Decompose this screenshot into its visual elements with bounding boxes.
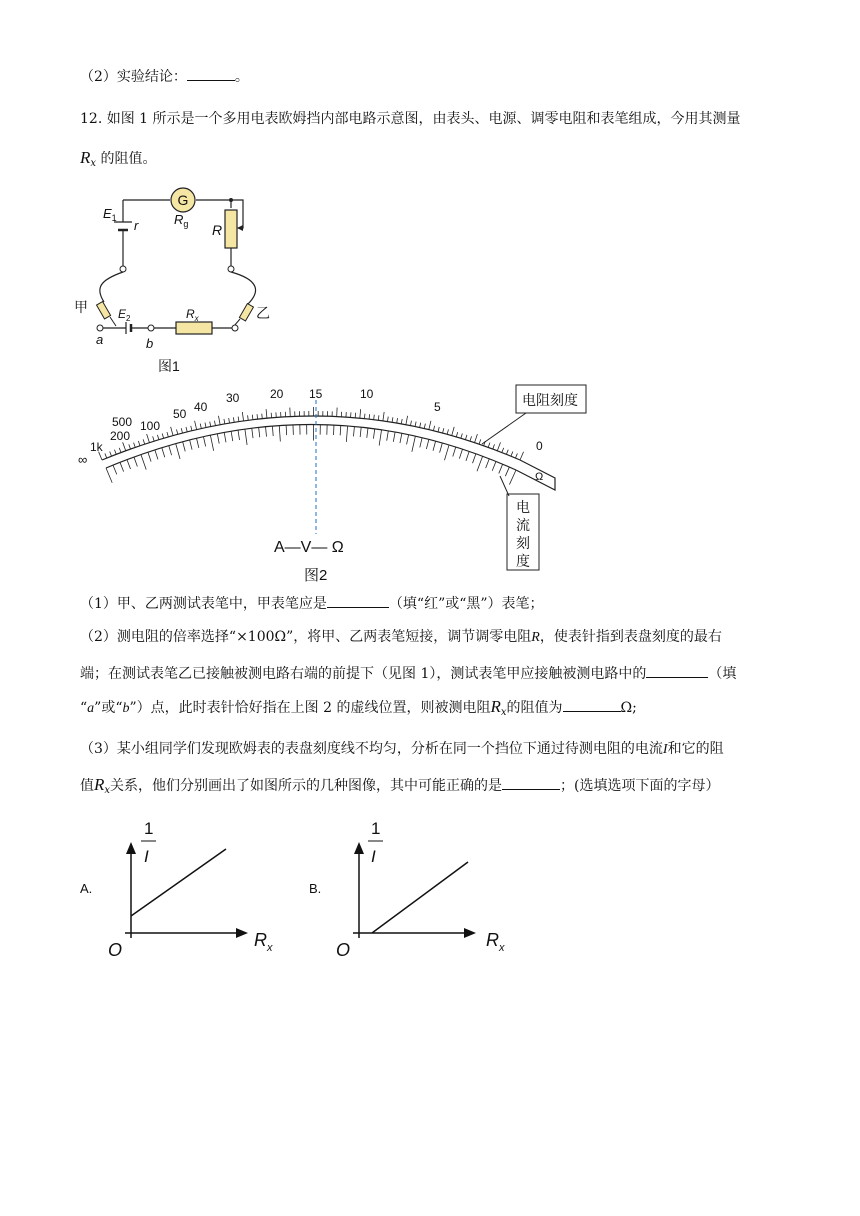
svg-text:I: I xyxy=(371,847,376,866)
rx-symbol-3: R xyxy=(94,775,105,794)
svg-text:15: 15 xyxy=(309,387,323,401)
resistance-tick xyxy=(502,448,504,453)
current-tick xyxy=(106,468,112,483)
current-tick xyxy=(477,456,483,471)
current-tick xyxy=(346,426,347,442)
resistance-tick xyxy=(110,452,112,457)
current-tick xyxy=(466,451,469,460)
resistance-tick xyxy=(438,427,439,432)
option-b-label: B. xyxy=(309,881,322,896)
current-symbol: I xyxy=(662,742,668,757)
resistance-tick xyxy=(200,424,201,429)
resistance-tick xyxy=(167,432,168,437)
current-tick xyxy=(148,452,151,461)
current-tick xyxy=(492,461,496,470)
svg-text:1: 1 xyxy=(144,819,154,838)
current-tick xyxy=(134,457,137,466)
current-tick xyxy=(373,429,374,439)
figure-1-caption: 图1 xyxy=(158,358,180,374)
graph-option-b[interactable] xyxy=(300,812,520,962)
svg-text:Rx: $R_x$ xyxy=(486,930,505,954)
resistance-tick xyxy=(383,412,384,421)
current-tick xyxy=(245,429,247,445)
label-yi: 乙 xyxy=(256,305,270,321)
probe-yi xyxy=(234,304,253,326)
answer-blank-q2a[interactable] xyxy=(646,663,708,678)
resistance-tick xyxy=(266,409,267,418)
q2-text-d: （填 xyxy=(708,666,737,682)
stem-tail: 的阻值。 xyxy=(96,151,157,167)
figure-2-caption: 图2 xyxy=(304,567,328,584)
current-tick xyxy=(426,439,428,449)
svg-text:1k: 1k xyxy=(90,440,103,454)
current-tick xyxy=(486,459,490,468)
current-tick xyxy=(203,437,205,447)
resistance-tick xyxy=(506,450,508,455)
resistance-ticks xyxy=(99,407,524,460)
resistance-tick xyxy=(205,423,206,428)
current-tick xyxy=(393,432,395,442)
current-tick xyxy=(407,435,409,445)
resistance-tick xyxy=(119,448,121,453)
current-tick xyxy=(169,446,172,456)
probe-jia xyxy=(97,302,116,326)
current-tick xyxy=(379,430,381,446)
current-tick xyxy=(444,445,449,460)
current-tick xyxy=(360,427,361,437)
resistance-tick xyxy=(360,409,361,418)
conclusion-line xyxy=(80,66,249,86)
svg-text:Rg: $R_g$ xyxy=(174,212,189,229)
q2-text-c: 端；在测试表笔乙已接触被测电路右端的前提下（见图 1），测试表笔甲应接触被测电路中的 xyxy=(80,666,647,682)
current-tick xyxy=(453,447,456,457)
resistance-tick xyxy=(229,418,230,423)
resistance-tick xyxy=(511,452,513,457)
svg-text:100: 100 xyxy=(140,419,161,433)
rx-subscript-3: x xyxy=(104,785,111,796)
current-tick xyxy=(279,426,280,442)
graph-b-line xyxy=(372,862,468,933)
resistance-tick xyxy=(369,414,370,419)
conclusion-label: （2）实验结论： xyxy=(80,69,187,85)
current-tick xyxy=(127,460,131,469)
current-tick xyxy=(387,431,389,441)
resistance-tick xyxy=(181,428,182,433)
resistance-tick xyxy=(392,417,393,422)
svg-text:b: b xyxy=(146,336,154,351)
resistance-tick xyxy=(456,432,457,437)
question-2-line3 xyxy=(80,697,637,718)
resistance-tick xyxy=(401,419,402,424)
q2-text-e: ”）点，此时表针恰好指在上图 2 的虚线位置，则被测电阻 xyxy=(129,700,491,716)
current-tick xyxy=(353,426,354,436)
answer-blank-q3[interactable] xyxy=(502,775,560,790)
resistance-tick xyxy=(479,439,481,444)
q3-text-b: 和它的阻 xyxy=(667,741,724,757)
rx-symbol-2: R xyxy=(490,697,501,716)
svg-text:电阻刻度: 电阻刻度 xyxy=(522,392,578,408)
svg-text:E1: $E_1$ xyxy=(103,206,117,223)
resistance-tick xyxy=(452,427,454,436)
svg-text:50: 50 xyxy=(173,407,187,421)
resistance-tick xyxy=(470,436,472,441)
resistance-tick xyxy=(364,414,365,419)
q2-text-b: ，使表针指到表盘刻度的最右 xyxy=(539,629,722,645)
question-12-stem xyxy=(80,108,741,128)
current-tick xyxy=(509,470,516,485)
svg-text:R: R xyxy=(212,222,223,238)
svg-text:流: 流 xyxy=(516,517,530,533)
current-tick xyxy=(420,438,422,448)
resistance-tick xyxy=(447,429,448,434)
current-tick xyxy=(286,425,287,435)
current-tick xyxy=(113,465,117,474)
resistance-tick xyxy=(443,428,444,433)
resistance-tick xyxy=(493,444,495,449)
q3-text-d: 关系，他们分别画出了如图所示的几种图像，其中可能正确的是 xyxy=(110,778,503,794)
resistance-tick xyxy=(429,421,431,430)
current-tick xyxy=(412,436,416,452)
q2-text-a: （2）测电阻的倍率选择“×100Ω”，将甲、乙两表笔短接，调节调零电阻 xyxy=(80,629,532,645)
resistance-tick xyxy=(515,453,517,458)
resistance-tick xyxy=(147,434,150,443)
svg-text:电: 电 xyxy=(516,499,530,515)
current-tick xyxy=(459,449,462,458)
rx-resistor xyxy=(176,322,212,334)
svg-text:O: O xyxy=(108,940,123,960)
q1-text: （1）甲、乙两测试表笔中，甲表笔应是 xyxy=(80,596,327,612)
resistance-tick xyxy=(374,415,375,420)
resistance-tick xyxy=(114,450,116,455)
q3-text-c: 值 xyxy=(80,778,94,794)
current-tick xyxy=(473,454,476,463)
resistance-tick xyxy=(191,426,192,431)
period: 。 xyxy=(234,69,249,85)
point-b: b xyxy=(122,701,130,716)
resistance-tick xyxy=(262,414,263,419)
current-tick xyxy=(505,467,509,476)
answer-blank[interactable] xyxy=(187,66,235,81)
quote-open: “ xyxy=(80,700,88,716)
point-a: a xyxy=(87,701,95,716)
resistance-tick xyxy=(238,417,239,422)
label-jia: 甲 xyxy=(74,299,88,315)
question-2-line1 xyxy=(80,626,722,646)
resistance-tick xyxy=(461,433,462,438)
current-tick xyxy=(120,462,124,471)
current-tick xyxy=(499,464,503,473)
svg-text:40: 40 xyxy=(194,400,208,414)
svg-text:O: O xyxy=(336,940,351,960)
q2-text-f: 的阻值为 xyxy=(506,700,563,716)
current-tick xyxy=(266,427,267,437)
resistance-tick xyxy=(233,417,234,422)
current-tick xyxy=(400,433,402,443)
svg-text:10: 10 xyxy=(360,387,374,401)
svg-text:30: 30 xyxy=(226,391,240,405)
resistance-tick xyxy=(218,416,220,425)
question-3-line1 xyxy=(80,738,724,758)
current-tick xyxy=(210,435,213,451)
current-tick xyxy=(367,428,368,438)
svg-text:200: 200 xyxy=(110,429,131,443)
dial-omega: Ω xyxy=(535,471,544,483)
current-tick xyxy=(176,444,180,459)
current-tick xyxy=(197,438,199,448)
current-tick xyxy=(217,434,219,444)
current-tick xyxy=(162,448,165,458)
resistance-tick xyxy=(387,417,388,422)
svg-text:0: 0 xyxy=(536,439,543,453)
resistance-tick xyxy=(186,427,187,432)
question-1 xyxy=(80,593,544,613)
rx-subscript-2: x xyxy=(500,707,507,718)
current-tick xyxy=(272,426,273,436)
current-tick xyxy=(155,450,158,460)
current-tick xyxy=(183,442,186,452)
q2-or: ”或“ xyxy=(94,700,123,716)
current-tick xyxy=(259,427,260,437)
resistance-tick xyxy=(214,421,215,426)
svg-text:a: a xyxy=(96,332,104,347)
current-tick xyxy=(340,425,341,435)
question-3-line2 xyxy=(80,775,720,796)
resistance-tick xyxy=(176,429,177,434)
resistance-tick xyxy=(520,452,524,460)
resistance-tick xyxy=(420,423,421,428)
resistance-tick xyxy=(257,414,258,419)
current-tick xyxy=(190,440,192,450)
ohm-unit: Ω; xyxy=(620,700,637,716)
question-12-text: 12. 如图 1 所示是一个多用电表欧姆挡内部电路示意图，由表头、电源、调零电阻和表笔组成，今用其测量 xyxy=(80,111,741,127)
question-12-stem-cont xyxy=(80,148,156,169)
svg-text:度: 度 xyxy=(516,553,530,569)
resistance-tick xyxy=(157,435,158,440)
rx-symbol: R xyxy=(80,148,91,167)
resistance-tick xyxy=(465,435,466,440)
resistance-tick xyxy=(138,441,140,446)
resistance-tick xyxy=(424,424,425,429)
figure-2-dial xyxy=(80,378,600,588)
current-tick xyxy=(224,432,226,442)
svg-text:I: I xyxy=(144,847,149,866)
resistance-tick xyxy=(105,453,107,458)
current-tick xyxy=(252,428,253,438)
resistance-tick xyxy=(210,422,211,427)
answer-blank-q2b[interactable] xyxy=(563,697,621,712)
resistance-tick xyxy=(488,443,490,448)
svg-text:5: 5 xyxy=(434,400,441,414)
svg-text:Rx: $R_x$ xyxy=(254,930,273,954)
q3-text-a: （3）某小组同学们发现欧姆表的表盘刻度线不均匀，分析在同一个挡位下通过待测电阻的电流 xyxy=(80,741,663,757)
svg-text:20: 20 xyxy=(270,387,284,401)
resistance-tick xyxy=(378,415,379,420)
svg-text:500: 500 xyxy=(112,415,133,429)
resistance-tick xyxy=(123,442,126,450)
zero-adjust-resistor xyxy=(225,210,237,248)
resistance-tick xyxy=(224,419,225,424)
current-tick xyxy=(141,455,146,470)
resistance-tick xyxy=(129,444,131,449)
current-tick xyxy=(231,431,233,441)
current-tick xyxy=(433,441,436,451)
question-2-line2 xyxy=(80,663,736,683)
resistance-tick xyxy=(242,412,243,421)
r-symbol: R xyxy=(531,630,540,645)
svg-text:∞: ∞ xyxy=(78,452,88,467)
resistance-tick xyxy=(248,415,249,420)
resistance-tick xyxy=(475,434,478,443)
svg-text:Rx: $R_x$ xyxy=(186,307,199,323)
svg-text:r: r xyxy=(134,218,139,233)
option-a-label: A. xyxy=(80,881,93,896)
resistance-tick xyxy=(195,421,197,430)
resistance-tick xyxy=(252,415,253,420)
resistance-tick xyxy=(433,426,434,431)
q3-text-e: ；(选填选项下面的字母） xyxy=(560,778,720,794)
resistance-tick xyxy=(134,443,136,448)
resistance-tick xyxy=(153,436,154,441)
rx-subscript: x xyxy=(90,158,97,169)
resistance-tick xyxy=(162,433,163,438)
svg-text:刻: 刻 xyxy=(516,535,530,551)
resistance-tick xyxy=(171,427,173,436)
resistance-tick xyxy=(406,416,408,425)
resistance-tick xyxy=(397,418,398,423)
figure-1-circuit xyxy=(74,180,290,380)
resistance-tick xyxy=(415,422,416,427)
graph-option-a[interactable] xyxy=(70,812,290,962)
avo-label: A—V— Ω xyxy=(274,539,344,556)
resistance-tick xyxy=(143,439,145,444)
svg-text:E2: $E_2$ xyxy=(118,307,131,323)
q1-tail: （填“红”或“黑”）表笔； xyxy=(388,596,544,612)
current-tick xyxy=(440,443,443,453)
resistance-tick xyxy=(497,442,500,450)
svg-text:1: 1 xyxy=(371,819,381,838)
current-tick xyxy=(238,430,240,440)
resistance-tick xyxy=(410,421,411,426)
answer-blank-q1[interactable] xyxy=(327,593,389,608)
galvanometer-label: G xyxy=(177,192,189,208)
